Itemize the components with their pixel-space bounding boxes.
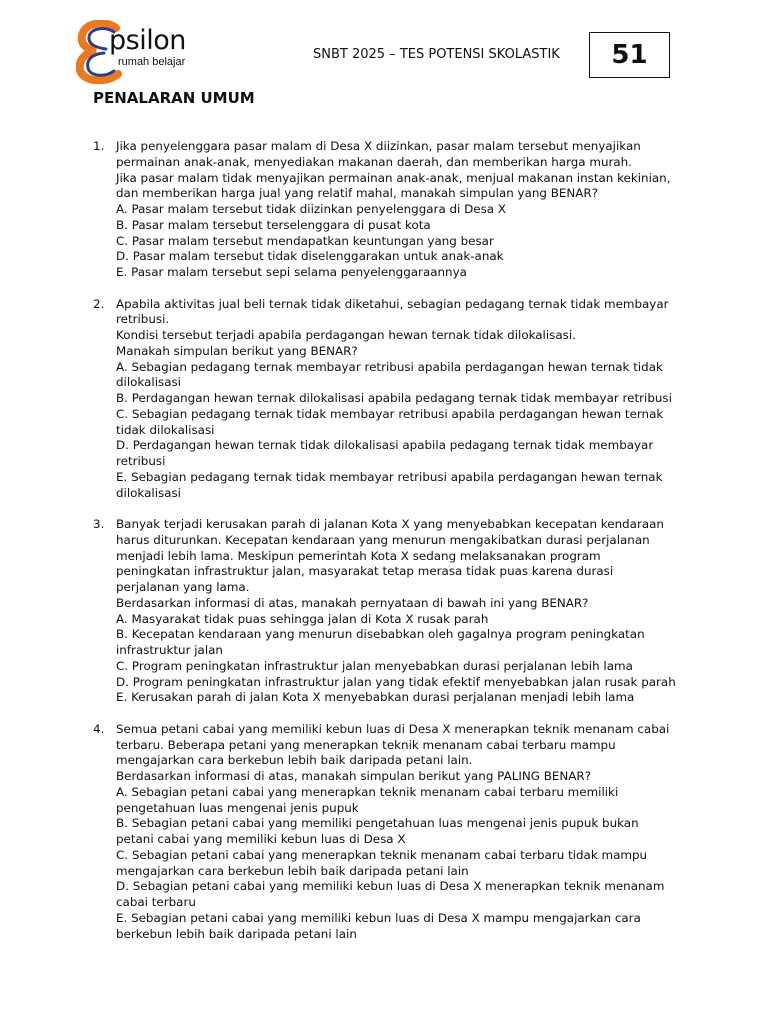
answer-option: B. Pasar malam tersebut terselenggara di pusat kota <box>116 217 431 232</box>
question-text: Kondisi tersebut terjadi apabila perdagangan hewan ternak tidak dilokalisasi. <box>116 328 576 342</box>
question-text: Semua petani cabai yang memiliki kebun luas di Desa X menerapkan teknik menanam cabai terbaru. Beberapa petani yang menerapkan teknik menanam cabai terbaru mampu mengajarkan cara berkebun lebih baik daripada petani lain. <box>116 721 670 768</box>
question-text: Berdasarkan informasi di atas, manakah pernyataan di bawah ini yang BENAR? <box>116 595 589 610</box>
answer-option: D. Pasar malam tersebut tidak diselenggarakan untuk anak-anak <box>116 249 504 264</box>
answer-option: E. Pasar malam tersebut sepi selama penyelenggaraannya <box>116 265 467 279</box>
exam-title: SNBT 2025 – TES POTENSI SKOLASTIK <box>313 47 560 62</box>
answer-option: A. Sebagian pedagang ternak membayar retribusi apabila perdagangan hewan ternak tidak dilokalisasi <box>116 359 663 390</box>
question-text: Manakah simpulan berikut yang BENAR? <box>116 343 358 358</box>
question-text: Jika pasar malam tidak menyajikan permainan anak-anak, menjual makanan instan kekinian, dan memberikan harga jual yang relatif mahal, manakah simpulan yang BENAR? <box>116 170 671 201</box>
question-number: 4. <box>93 721 105 736</box>
answer-option: A. Masyarakat tidak puas sehingga jalan di Kota X rusak parah <box>116 611 489 626</box>
answer-option: D. Perdagangan hewan ternak tidak dilokalisasi apabila pedagang ternak tidak membayar retribusi <box>116 438 654 468</box>
answer-option: C. Sebagian pedagang ternak tidak membayar retribusi apabila perdagangan hewan ternak tidak dilokalisasi <box>116 406 664 437</box>
question-text: Berdasarkan informasi di atas, manakah simpulan berikut yang PALING BENAR? <box>116 769 592 783</box>
brand-logo <box>76 20 206 84</box>
question-item <box>93 517 678 706</box>
question-body <box>116 139 678 281</box>
answer-option: E. Kerusakan parah di jalan Kota X menyebabkan durasi perjalanan menjadi lebih lama <box>116 690 635 705</box>
answer-option: C. Sebagian petani cabai yang menerapkan teknik menanam cabai terbaru tidak mampu mengajarkan cara berkebun lebih baik daripada petani lain <box>116 847 648 878</box>
section-title: PENALARAN UMUM <box>93 89 255 107</box>
answer-option: B. Perdagangan hewan ternak dilokalisasi apabila pedagang ternak tidak membayar retribusi <box>116 391 672 405</box>
question-text: Apabila aktivitas jual beli ternak tidak diketahui, sebagian pedagang ternak tidak membayar retribusi. <box>116 296 669 327</box>
question-item <box>93 139 678 281</box>
answer-option: A. Pasar malam tersebut tidak diizinkan penyelenggara di Desa X <box>116 202 507 216</box>
answer-option: A. Sebagian petani cabai yang menerapkan teknik menanam cabai terbaru memiliki pengetahuan luas mengenai jenis pupuk <box>116 784 619 815</box>
page-number: 51 <box>611 40 648 70</box>
answer-option: E. Sebagian petani cabai yang memiliki kebun luas di Desa X mampu mengajarkan cara berkebun lebih baik daripada petani lain <box>116 910 641 941</box>
question-body <box>116 722 678 943</box>
answer-option: C. Pasar malam tersebut mendapatkan keuntungan yang besar <box>116 233 494 248</box>
question-body <box>116 517 678 706</box>
question-text: Banyak terjadi kerusakan parah di jalanan Kota X yang menyebabkan kecepatan kendaraan harus diturunkan. Kecepatan kendaraan yang menurun mengakibatkan durasi perjalanan menjadi lebih lama. Meskipun pemerintah Kota X sedang melaksanakan program peningkatan infrastruktur jalan, masyarakat tetap merasa tidak puas karena durasi perjalanan yang lama. <box>116 517 664 594</box>
answer-option: D. Sebagian petani cabai yang memiliki kebun luas di Desa X menerapkan teknik menanam cabai terbaru <box>116 879 665 909</box>
question-text: Jika penyelenggara pasar malam di Desa X diizinkan, pasar malam tersebut menyajikan permainan anak-anak, menyediakan makanan daerah, dan memberikan harga murah. <box>116 139 641 169</box>
question-item <box>93 297 678 502</box>
logo-tagline: rumah belajar <box>118 56 186 68</box>
page-number-box <box>589 32 670 78</box>
question-number: 3. <box>93 517 105 531</box>
answer-option: B. Sebagian petani cabai yang memiliki pengetahuan luas mengenai jenis pupuk bukan petani cabai yang memiliki kebun luas di Desa X <box>116 816 639 846</box>
answer-option: B. Kecepatan kendaraan yang menurun disebabkan oleh gagalnya program peningkatan infrastruktur jalan <box>116 627 645 657</box>
answer-option: E. Sebagian pedagang ternak tidak membayar retribusi apabila perdagangan hewan ternak dilokalisasi <box>116 469 663 500</box>
question-number: 2. <box>93 296 105 311</box>
question-number: 1. <box>93 139 105 153</box>
answer-option: C. Program peningkatan infrastruktur jalan menyebabkan durasi perjalanan lebih lama <box>116 658 633 673</box>
question-body <box>116 297 678 502</box>
logo-wordmark: psilon <box>109 25 186 56</box>
question-list <box>93 139 678 958</box>
answer-option: D. Program peningkatan infrastruktur jalan yang tidak efektif menyebabkan jalan rusak parah <box>116 674 676 689</box>
question-item <box>93 722 678 943</box>
